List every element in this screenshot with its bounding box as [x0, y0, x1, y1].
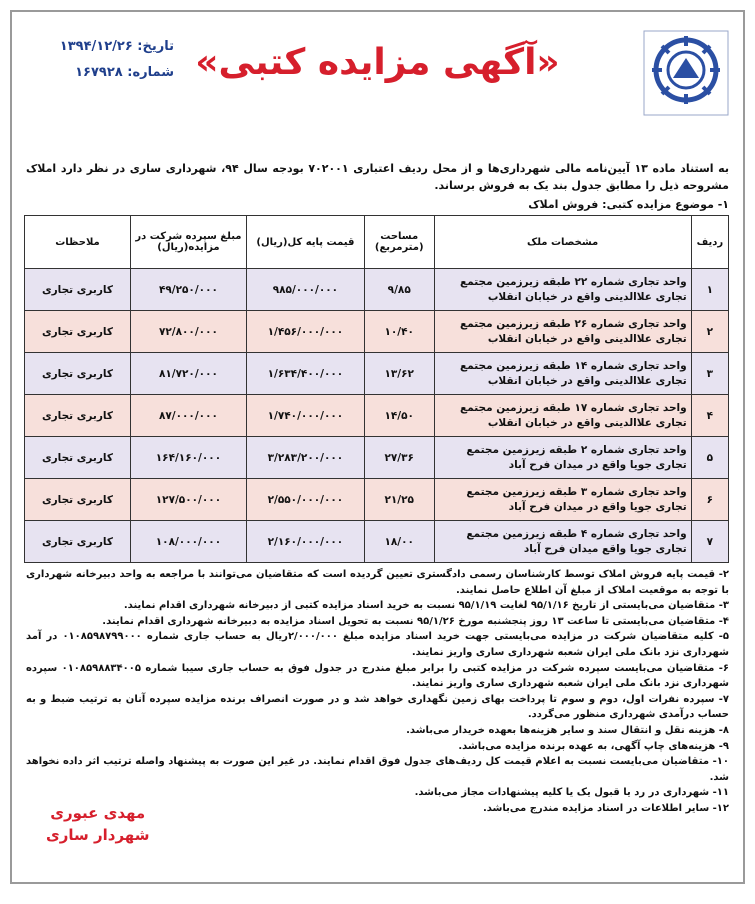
- number-value: ۱۶۷۹۲۸: [75, 65, 123, 80]
- row-number: ۷: [691, 521, 728, 563]
- row-deposit: ۴۹/۲۵۰/۰۰۰: [130, 269, 246, 311]
- table-row: [25, 269, 729, 311]
- row-base-price: ۱/۷۴۰/۰۰۰/۰۰۰: [246, 395, 364, 437]
- row-number: ۲: [691, 311, 728, 353]
- signatory-name: مهدی عبوری: [50, 804, 146, 822]
- row-notes: کاربری تجاری: [25, 395, 131, 437]
- row-area: ۲۱/۲۵: [364, 479, 434, 521]
- row-notes: کاربری تجاری: [25, 269, 131, 311]
- row-deposit: ۱۶۴/۱۶۰/۰۰۰: [130, 437, 246, 479]
- number-label: شماره:: [127, 65, 174, 80]
- table-row: [25, 479, 729, 521]
- row-deposit: ۱۲۷/۵۰۰/۰۰۰: [130, 479, 246, 521]
- municipality-logo-icon: [643, 30, 729, 116]
- row-description: واحد تجاری شماره ۲۶ طبقه زیرزمین مجتمع تجاری علاالدینی واقع در خیابان انقلاب: [434, 311, 691, 353]
- number-line: [24, 60, 174, 86]
- condition-item: ۳- متقاضیان می‌بایستی از تاریخ ۹۵/۱/۱۶ لغایت ۹۵/۱/۱۹ نسبت به خرید اسناد مزایده کتبی از دبیرخانه شهرداری اقدام نمایند.: [123, 600, 729, 612]
- condition-item: ۶- متقاضیان می‌بایست سپرده شرکت در مزایده کتبی را برابر مبلغ مندرج در جدول فوق به حساب جاری سیبا شماره ۰۱۰۸۵۹۸۸۳۴۰۰۵ سپرده شهرداری نزد بانک ملی ایران شعبه شهرداری ساری واریز نمایند.: [26, 662, 729, 690]
- notice-meta: [24, 34, 174, 86]
- row-area: ۱۴/۵۰: [364, 395, 434, 437]
- condition-item: ۴- متقاضیان می‌بایستی تا ساعت ۱۳ روز پنجشنبه مورخ ۹۵/۱/۲۶ نسبت به تحویل اسناد مزایده به دبیرخانه شهرداری اقدام نمایند.: [102, 615, 729, 627]
- row-base-price: ۲/۱۶۰/۰۰۰/۰۰۰: [246, 521, 364, 563]
- row-deposit: ۷۲/۸۰۰/۰۰۰: [130, 311, 246, 353]
- header: [12, 12, 743, 122]
- row-description: واحد تجاری شماره ۲۲ طبقه زیرزمین مجتمع تجاری علاالدینی واقع در خیابان انقلاب: [434, 269, 691, 311]
- row-deposit: ۸۱/۷۲۰/۰۰۰: [130, 353, 246, 395]
- row-description: واحد تجاری شماره ۱۴ طبقه زیرزمین مجتمع تجاری علاالدینی واقع در خیابان انقلاب: [434, 353, 691, 395]
- signature-block: [46, 802, 149, 846]
- header-area: مساحت (مترمربع): [364, 216, 434, 269]
- row-base-price: ۱/۴۵۶/۰۰۰/۰۰۰: [246, 311, 364, 353]
- row-area: ۱۰/۴۰: [364, 311, 434, 353]
- row-area: ۱۸/۰۰: [364, 521, 434, 563]
- row-area: ۱۳/۶۲: [364, 353, 434, 395]
- row-description: واحد تجاری شماره ۲ طبقه زیرزمین مجتمع تجاری جویا واقع در میدان فرح آباد: [434, 437, 691, 479]
- condition-item: ۱۲- سایر اطلاعات در اسناد مزایده مندرج می‌باشد.: [482, 802, 729, 814]
- signatory-role: شهردار ساری: [46, 826, 150, 844]
- condition-item: ۹- هزینه‌های چاپ آگهی، به عهده برنده مزایده می‌باشد.: [458, 740, 729, 752]
- header-base-price: قیمت پایه کل(ریال): [246, 216, 364, 269]
- row-number: ۱: [691, 269, 728, 311]
- row-base-price: ۹۸۵/۰۰۰/۰۰۰: [246, 269, 364, 311]
- row-notes: کاربری تجاری: [25, 311, 131, 353]
- intro-paragraph: به استناد ماده ۱۳ آیین‌نامه مالی شهرداری‌ها و از محل ردیف اعتباری ۷۰۲۰۰۱ بودجه سال ۹۴، شهرداری ساری در نظر دارد املاک مشروحه ذیل را مطابق جدول بند یک به فروش برساند.: [26, 162, 729, 192]
- row-number: ۵: [691, 437, 728, 479]
- row-description: واحد تجاری شماره ۴ طبقه زیرزمین مجتمع تجاری جویا واقع میدان فرح آباد: [434, 521, 691, 563]
- row-notes: کاربری تجاری: [25, 353, 131, 395]
- row-area: ۲۷/۳۶: [364, 437, 434, 479]
- header-row-number: ردیف: [691, 216, 728, 269]
- date-line: [24, 34, 174, 60]
- header-description: مشخصات ملک: [434, 216, 691, 269]
- property-table: [24, 215, 729, 563]
- row-deposit: ۱۰۸/۰۰۰/۰۰۰: [130, 521, 246, 563]
- row-base-price: ۱/۶۳۴/۴۰۰/۰۰۰: [246, 353, 364, 395]
- row-notes: کاربری تجاری: [25, 437, 131, 479]
- date-value: ۱۳۹۴/۱۲/۲۶: [59, 39, 133, 54]
- table-header-row: [25, 216, 729, 269]
- table-row: [25, 311, 729, 353]
- table-row: [25, 353, 729, 395]
- table-row: [25, 395, 729, 437]
- row-number: ۶: [691, 479, 728, 521]
- subject-line: ۱- موضوع مزایده کتبی: فروش املاک: [528, 198, 729, 211]
- condition-item: ۱۱- شهرداری در رد یا قبول یک یا کلیه پیشنهادات مجاز می‌باشد.: [414, 787, 729, 799]
- row-number: ۳: [691, 353, 728, 395]
- header-deposit: مبلغ سپرده شرکت در مزایده(ریال): [130, 216, 246, 269]
- row-base-price: ۲/۵۵۰/۰۰۰/۰۰۰: [246, 479, 364, 521]
- notice-title: «آگهی مزایده کتبی»: [195, 42, 560, 83]
- row-number: ۴: [691, 395, 728, 437]
- row-base-price: ۳/۲۸۳/۲۰۰/۰۰۰: [246, 437, 364, 479]
- row-description: واحد تجاری شماره ۳ طبقه زیرزمین مجتمع تجاری جویا واقع در میدان فرح آباد: [434, 479, 691, 521]
- table-row: [25, 521, 729, 563]
- notice-page: [10, 10, 745, 884]
- condition-item: ۸- هزینه نقل و انتقال سند و سایر هزینه‌ها بعهده خریدار می‌باشد.: [406, 724, 729, 736]
- row-notes: کاربری تجاری: [25, 521, 131, 563]
- condition-item: ۵- کلیه متقاضیان شرکت در مزایده می‌بایستی جهت خرید اسناد مزایده مبلغ ۲/۰۰۰/۰۰۰ریال به حساب جاری شماره ۰۱۰۸۵۹۸۷۹۹۰۰۰ در آمد شهرداری نزد بانک ملی ایران شعبه شهرداری ساری واریز نمایند.: [26, 631, 729, 658]
- table-row: [25, 437, 729, 479]
- condition-item: ۷- سپرده نفرات اول، دوم و سوم تا پرداخت بهای زمین نگهداری خواهد شد و در صورت انصراف برنده مزایده سپرده آنان به ترتیب ضبط و به حساب درآمدی شهرداری منظور می‌گردد.: [26, 693, 729, 721]
- row-description: واحد تجاری شماره ۱۷ طبقه زیرزمین مجتمع تجاری علاالدینی واقع در خیابان انقلاب: [434, 395, 691, 437]
- header-notes: ملاحظات: [25, 216, 131, 269]
- condition-item: ۱۰- متقاضیان می‌بایست نسبت به اعلام قیمت کل ردیف‌های جدول فوق اقدام نمایند. در غیر این صورت به پیشنهاد واصله ترتیب اثر داده نخواهد شد.: [26, 756, 729, 783]
- conditions-list: [26, 567, 729, 817]
- condition-item: ۲- قیمت پایه فروش املاک توسط کارشناسان رسمی دادگستری تعیین گردیده است که متقاضیان می‌توانند با مراجعه به واحد دبیرخانه شهرداری با توجه به موقعیت املاک از مبلغ آن اطلاع حاصل نمایند.: [26, 569, 729, 596]
- date-label: تاریخ:: [137, 39, 174, 54]
- row-notes: کاربری تجاری: [25, 479, 131, 521]
- row-area: ۹/۸۵: [364, 269, 434, 311]
- row-deposit: ۸۷/۰۰۰/۰۰۰: [130, 395, 246, 437]
